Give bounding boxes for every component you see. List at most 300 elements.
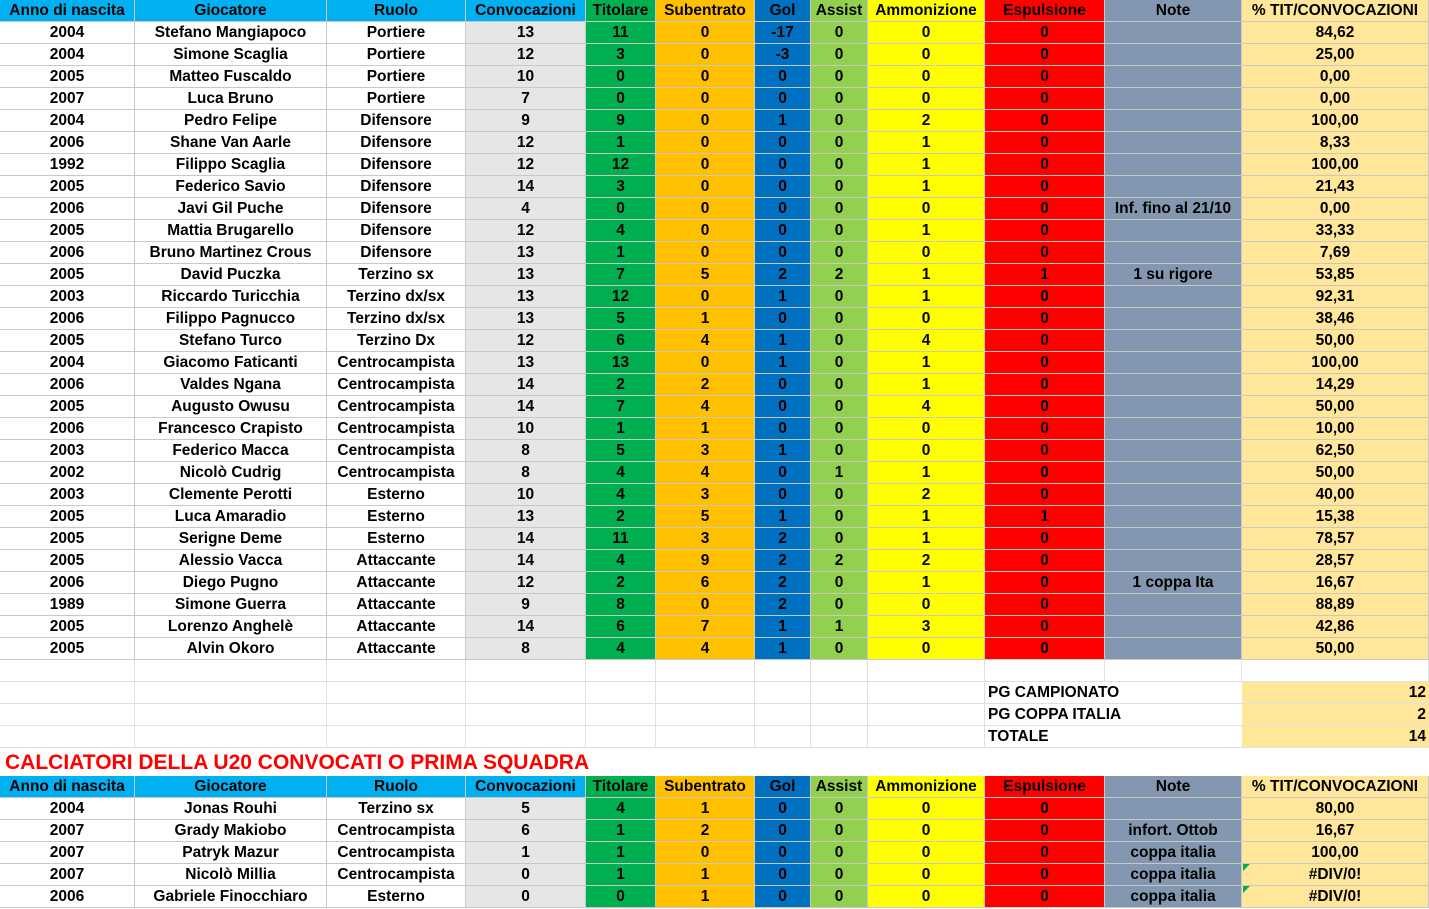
cell-starter-pct[interactable]: 78,57: [1242, 528, 1429, 550]
u20-cell-assists[interactable]: 0: [811, 886, 868, 908]
cell-notes[interactable]: [1105, 132, 1242, 154]
cell-notes[interactable]: [1105, 374, 1242, 396]
empty-cell[interactable]: [755, 660, 811, 682]
cell-substitute[interactable]: 0: [656, 594, 755, 616]
cell-substitute[interactable]: 4: [656, 396, 755, 418]
header-substitute[interactable]: Subentrato: [656, 0, 755, 22]
cell-starter-pct[interactable]: 0,00: [1242, 198, 1429, 220]
cell-player[interactable]: Mattia Brugarello: [135, 220, 327, 242]
u20-header-starter-pct[interactable]: % TIT/CONVOCAZIONI: [1242, 776, 1429, 798]
cell-assists[interactable]: 0: [811, 242, 868, 264]
cell-call-ups[interactable]: 13: [466, 308, 586, 330]
cell-expulsions[interactable]: 0: [985, 132, 1105, 154]
cell-substitute[interactable]: 0: [656, 110, 755, 132]
cell-goals[interactable]: 0: [755, 154, 811, 176]
cell-starter[interactable]: 1: [586, 418, 656, 440]
header-starter[interactable]: Titolare: [586, 0, 656, 22]
cell-bookings[interactable]: 1: [868, 264, 985, 286]
cell-notes[interactable]: [1105, 638, 1242, 660]
cell-goals[interactable]: 0: [755, 484, 811, 506]
empty-cell[interactable]: [811, 660, 868, 682]
empty-cell[interactable]: [586, 660, 656, 682]
empty-cell[interactable]: [868, 660, 985, 682]
u20-cell-notes[interactable]: coppa italia: [1105, 886, 1242, 908]
cell-assists[interactable]: 2: [811, 264, 868, 286]
u20-cell-role[interactable]: Centrocampista: [327, 842, 466, 864]
cell-bookings[interactable]: 1: [868, 374, 985, 396]
u20-cell-bookings[interactable]: 0: [868, 798, 985, 820]
u20-cell-bookings[interactable]: 0: [868, 820, 985, 842]
u20-cell-birth-year[interactable]: 2007: [0, 820, 135, 842]
cell-bookings[interactable]: 0: [868, 242, 985, 264]
cell-role[interactable]: Difensore: [327, 176, 466, 198]
u20-cell-substitute[interactable]: 1: [656, 864, 755, 886]
cell-substitute[interactable]: 0: [656, 176, 755, 198]
header-goals[interactable]: Gol: [755, 0, 811, 22]
cell-call-ups[interactable]: 9: [466, 594, 586, 616]
cell-call-ups[interactable]: 14: [466, 616, 586, 638]
cell-birth-year[interactable]: 2005: [0, 616, 135, 638]
empty-cell[interactable]: [0, 682, 135, 704]
cell-role[interactable]: Esterno: [327, 506, 466, 528]
cell-call-ups[interactable]: 13: [466, 352, 586, 374]
cell-substitute[interactable]: 3: [656, 484, 755, 506]
cell-call-ups[interactable]: 8: [466, 638, 586, 660]
cell-expulsions[interactable]: 0: [985, 308, 1105, 330]
cell-substitute[interactable]: 0: [656, 286, 755, 308]
u20-cell-expulsions[interactable]: 0: [985, 886, 1105, 908]
cell-player[interactable]: Giacomo Faticanti: [135, 352, 327, 374]
cell-substitute[interactable]: 9: [656, 550, 755, 572]
cell-assists[interactable]: 2: [811, 550, 868, 572]
cell-starter[interactable]: 6: [586, 616, 656, 638]
cell-player[interactable]: Serigne Deme: [135, 528, 327, 550]
cell-starter[interactable]: 3: [586, 176, 656, 198]
cell-starter[interactable]: 11: [586, 22, 656, 44]
cell-notes[interactable]: [1105, 462, 1242, 484]
cell-starter-pct[interactable]: 14,29: [1242, 374, 1429, 396]
cell-assists[interactable]: 0: [811, 154, 868, 176]
cell-substitute[interactable]: 0: [656, 220, 755, 242]
cell-starter-pct[interactable]: 53,85: [1242, 264, 1429, 286]
empty-cell[interactable]: [135, 726, 327, 748]
u20-cell-call-ups[interactable]: 0: [466, 864, 586, 886]
cell-bookings[interactable]: 1: [868, 528, 985, 550]
cell-starter-pct[interactable]: 10,00: [1242, 418, 1429, 440]
cell-bookings[interactable]: 4: [868, 330, 985, 352]
cell-role[interactable]: Difensore: [327, 110, 466, 132]
cell-role[interactable]: Esterno: [327, 528, 466, 550]
empty-cell[interactable]: [466, 704, 586, 726]
cell-expulsions[interactable]: 0: [985, 440, 1105, 462]
empty-cell[interactable]: [327, 726, 466, 748]
cell-bookings[interactable]: 0: [868, 22, 985, 44]
cell-role[interactable]: Terzino Dx: [327, 330, 466, 352]
cell-expulsions[interactable]: 0: [985, 462, 1105, 484]
cell-substitute[interactable]: 0: [656, 242, 755, 264]
cell-starter-pct[interactable]: 42,86: [1242, 616, 1429, 638]
cell-birth-year[interactable]: 2005: [0, 638, 135, 660]
cell-substitute[interactable]: 4: [656, 638, 755, 660]
u20-cell-bookings[interactable]: 0: [868, 842, 985, 864]
cell-substitute[interactable]: 7: [656, 616, 755, 638]
u20-cell-starter[interactable]: 0: [586, 886, 656, 908]
cell-notes[interactable]: [1105, 242, 1242, 264]
cell-bookings[interactable]: 0: [868, 418, 985, 440]
cell-starter-pct[interactable]: 28,57: [1242, 550, 1429, 572]
u20-cell-goals[interactable]: 0: [755, 820, 811, 842]
u20-cell-call-ups[interactable]: 1: [466, 842, 586, 864]
cell-substitute[interactable]: 0: [656, 132, 755, 154]
cell-starter-pct[interactable]: 92,31: [1242, 286, 1429, 308]
cell-starter[interactable]: 9: [586, 110, 656, 132]
u20-header-starter[interactable]: Titolare: [586, 776, 656, 798]
cell-assists[interactable]: 0: [811, 506, 868, 528]
empty-cell[interactable]: [811, 704, 868, 726]
empty-cell[interactable]: [868, 704, 985, 726]
cell-substitute[interactable]: 0: [656, 154, 755, 176]
cell-notes[interactable]: [1105, 308, 1242, 330]
empty-cell[interactable]: [586, 704, 656, 726]
cell-starter[interactable]: 12: [586, 154, 656, 176]
summary-label[interactable]: PG COPPA ITALIA: [985, 704, 1242, 726]
header-call-ups[interactable]: Convocazioni: [466, 0, 586, 22]
cell-starter[interactable]: 4: [586, 638, 656, 660]
cell-notes[interactable]: [1105, 66, 1242, 88]
u20-cell-assists[interactable]: 0: [811, 842, 868, 864]
cell-notes[interactable]: [1105, 330, 1242, 352]
cell-substitute[interactable]: 0: [656, 66, 755, 88]
cell-expulsions[interactable]: 0: [985, 638, 1105, 660]
cell-role[interactable]: Attaccante: [327, 638, 466, 660]
cell-goals[interactable]: 0: [755, 308, 811, 330]
cell-expulsions[interactable]: 0: [985, 396, 1105, 418]
u20-cell-birth-year[interactable]: 2007: [0, 864, 135, 886]
cell-starter[interactable]: 1: [586, 242, 656, 264]
cell-goals[interactable]: 0: [755, 242, 811, 264]
header-birth-year[interactable]: Anno di nascita: [0, 0, 135, 22]
cell-expulsions[interactable]: 1: [985, 506, 1105, 528]
cell-notes[interactable]: [1105, 286, 1242, 308]
header-bookings[interactable]: Ammonizione: [868, 0, 985, 22]
empty-cell[interactable]: [656, 726, 755, 748]
header-player[interactable]: Giocatore: [135, 0, 327, 22]
cell-player[interactable]: Riccardo Turicchia: [135, 286, 327, 308]
empty-cell[interactable]: [586, 682, 656, 704]
cell-bookings[interactable]: 2: [868, 484, 985, 506]
empty-cell[interactable]: [985, 660, 1105, 682]
cell-role[interactable]: Centrocampista: [327, 440, 466, 462]
cell-player[interactable]: Luca Amaradio: [135, 506, 327, 528]
cell-expulsions[interactable]: 0: [985, 330, 1105, 352]
cell-call-ups[interactable]: 12: [466, 220, 586, 242]
cell-player[interactable]: Augusto Owusu: [135, 396, 327, 418]
cell-expulsions[interactable]: 0: [985, 22, 1105, 44]
u20-cell-starter-pct[interactable]: 16,67: [1242, 820, 1429, 842]
cell-starter[interactable]: 6: [586, 330, 656, 352]
cell-starter[interactable]: 4: [586, 462, 656, 484]
cell-notes[interactable]: [1105, 440, 1242, 462]
u20-cell-substitute[interactable]: 2: [656, 820, 755, 842]
cell-role[interactable]: Centrocampista: [327, 462, 466, 484]
cell-birth-year[interactable]: 2004: [0, 22, 135, 44]
cell-substitute[interactable]: 0: [656, 198, 755, 220]
cell-call-ups[interactable]: 13: [466, 264, 586, 286]
cell-goals[interactable]: 1: [755, 352, 811, 374]
cell-bookings[interactable]: 2: [868, 550, 985, 572]
cell-notes[interactable]: [1105, 154, 1242, 176]
u20-cell-player[interactable]: Gabriele Finocchiaro: [135, 886, 327, 908]
cell-player[interactable]: Stefano Mangiapoco: [135, 22, 327, 44]
empty-cell[interactable]: [586, 726, 656, 748]
cell-role[interactable]: Esterno: [327, 484, 466, 506]
cell-player[interactable]: Simone Scaglia: [135, 44, 327, 66]
u20-cell-player[interactable]: Grady Makiobo: [135, 820, 327, 842]
cell-notes[interactable]: [1105, 594, 1242, 616]
cell-starter-pct[interactable]: 38,46: [1242, 308, 1429, 330]
cell-role[interactable]: Centrocampista: [327, 418, 466, 440]
cell-call-ups[interactable]: 14: [466, 396, 586, 418]
cell-notes[interactable]: [1105, 550, 1242, 572]
cell-role[interactable]: Portiere: [327, 22, 466, 44]
cell-call-ups[interactable]: 9: [466, 110, 586, 132]
cell-call-ups[interactable]: 7: [466, 88, 586, 110]
cell-call-ups[interactable]: 14: [466, 550, 586, 572]
u20-cell-starter[interactable]: 4: [586, 798, 656, 820]
cell-player[interactable]: Valdes Ngana: [135, 374, 327, 396]
cell-substitute[interactable]: 0: [656, 44, 755, 66]
cell-starter-pct[interactable]: 84,62: [1242, 22, 1429, 44]
cell-starter[interactable]: 4: [586, 220, 656, 242]
cell-starter-pct[interactable]: 33,33: [1242, 220, 1429, 242]
cell-expulsions[interactable]: 0: [985, 572, 1105, 594]
cell-call-ups[interactable]: 10: [466, 484, 586, 506]
cell-role[interactable]: Centrocampista: [327, 396, 466, 418]
cell-bookings[interactable]: 0: [868, 88, 985, 110]
cell-call-ups[interactable]: 13: [466, 242, 586, 264]
cell-role[interactable]: Terzino dx/sx: [327, 308, 466, 330]
u20-header-expulsions[interactable]: Espulsione: [985, 776, 1105, 798]
empty-cell[interactable]: [327, 682, 466, 704]
summary-value[interactable]: 2: [1242, 704, 1429, 726]
cell-call-ups[interactable]: 8: [466, 440, 586, 462]
cell-substitute[interactable]: 3: [656, 528, 755, 550]
u20-header-notes[interactable]: Note: [1105, 776, 1242, 798]
empty-cell[interactable]: [656, 660, 755, 682]
cell-bookings[interactable]: 3: [868, 616, 985, 638]
cell-expulsions[interactable]: 1: [985, 264, 1105, 286]
empty-cell[interactable]: [135, 682, 327, 704]
cell-role[interactable]: Terzino dx/sx: [327, 286, 466, 308]
cell-player[interactable]: Javi Gil Puche: [135, 198, 327, 220]
u20-cell-expulsions[interactable]: 0: [985, 798, 1105, 820]
cell-starter[interactable]: 2: [586, 374, 656, 396]
cell-expulsions[interactable]: 0: [985, 484, 1105, 506]
cell-starter[interactable]: 0: [586, 66, 656, 88]
cell-call-ups[interactable]: 10: [466, 418, 586, 440]
u20-cell-expulsions[interactable]: 0: [985, 864, 1105, 886]
cell-substitute[interactable]: 0: [656, 22, 755, 44]
cell-starter[interactable]: 8: [586, 594, 656, 616]
cell-substitute[interactable]: 5: [656, 264, 755, 286]
empty-cell[interactable]: [755, 726, 811, 748]
u20-cell-bookings[interactable]: 0: [868, 864, 985, 886]
cell-role[interactable]: Difensore: [327, 198, 466, 220]
cell-bookings[interactable]: 0: [868, 440, 985, 462]
cell-bookings[interactable]: 1: [868, 154, 985, 176]
cell-goals[interactable]: 0: [755, 66, 811, 88]
cell-starter[interactable]: 7: [586, 264, 656, 286]
cell-role[interactable]: Difensore: [327, 132, 466, 154]
cell-starter-pct[interactable]: 100,00: [1242, 110, 1429, 132]
cell-starter-pct[interactable]: 21,43: [1242, 176, 1429, 198]
cell-expulsions[interactable]: 0: [985, 528, 1105, 550]
cell-birth-year[interactable]: 1989: [0, 594, 135, 616]
cell-assists[interactable]: 0: [811, 572, 868, 594]
cell-call-ups[interactable]: 8: [466, 462, 586, 484]
cell-assists[interactable]: 0: [811, 594, 868, 616]
cell-birth-year[interactable]: 2003: [0, 286, 135, 308]
cell-notes[interactable]: [1105, 528, 1242, 550]
cell-expulsions[interactable]: 0: [985, 242, 1105, 264]
cell-call-ups[interactable]: 13: [466, 286, 586, 308]
cell-bookings[interactable]: 1: [868, 572, 985, 594]
cell-expulsions[interactable]: 0: [985, 352, 1105, 374]
u20-header-assists[interactable]: Assist: [811, 776, 868, 798]
cell-starter-pct[interactable]: 0,00: [1242, 88, 1429, 110]
cell-notes[interactable]: [1105, 616, 1242, 638]
cell-starter[interactable]: 12: [586, 286, 656, 308]
cell-birth-year[interactable]: 2006: [0, 198, 135, 220]
u20-cell-role[interactable]: Centrocampista: [327, 820, 466, 842]
cell-role[interactable]: Terzino sx: [327, 264, 466, 286]
empty-cell[interactable]: [868, 682, 985, 704]
u20-cell-notes[interactable]: [1105, 798, 1242, 820]
header-expulsions[interactable]: Espulsione: [985, 0, 1105, 22]
empty-cell[interactable]: [135, 660, 327, 682]
cell-goals[interactable]: 2: [755, 550, 811, 572]
cell-birth-year[interactable]: 2005: [0, 220, 135, 242]
empty-cell[interactable]: [811, 682, 868, 704]
u20-cell-player[interactable]: Nicolò Millia: [135, 864, 327, 886]
cell-player[interactable]: Simone Guerra: [135, 594, 327, 616]
cell-assists[interactable]: 0: [811, 286, 868, 308]
u20-cell-starter-pct[interactable]: #DIV/0!: [1242, 864, 1429, 886]
cell-substitute[interactable]: 1: [656, 418, 755, 440]
cell-goals[interactable]: 1: [755, 638, 811, 660]
u20-header-player[interactable]: Giocatore: [135, 776, 327, 798]
cell-assists[interactable]: 0: [811, 418, 868, 440]
cell-role[interactable]: Portiere: [327, 44, 466, 66]
cell-birth-year[interactable]: 2007: [0, 88, 135, 110]
cell-call-ups[interactable]: 4: [466, 198, 586, 220]
cell-goals[interactable]: 1: [755, 330, 811, 352]
empty-cell[interactable]: [656, 704, 755, 726]
u20-cell-bookings[interactable]: 0: [868, 886, 985, 908]
cell-player[interactable]: Luca Bruno: [135, 88, 327, 110]
cell-assists[interactable]: 1: [811, 616, 868, 638]
cell-player[interactable]: Filippo Pagnucco: [135, 308, 327, 330]
cell-starter-pct[interactable]: 50,00: [1242, 638, 1429, 660]
cell-notes[interactable]: [1105, 396, 1242, 418]
cell-notes[interactable]: [1105, 418, 1242, 440]
cell-role[interactable]: Centrocampista: [327, 352, 466, 374]
cell-starter[interactable]: 5: [586, 308, 656, 330]
cell-bookings[interactable]: 1: [868, 462, 985, 484]
cell-expulsions[interactable]: 0: [985, 286, 1105, 308]
cell-bookings[interactable]: 1: [868, 286, 985, 308]
cell-starter-pct[interactable]: 8,33: [1242, 132, 1429, 154]
u20-header-call-ups[interactable]: Convocazioni: [466, 776, 586, 798]
cell-goals[interactable]: 1: [755, 286, 811, 308]
u20-cell-player[interactable]: Patryk Mazur: [135, 842, 327, 864]
cell-goals[interactable]: 1: [755, 616, 811, 638]
u20-cell-birth-year[interactable]: 2007: [0, 842, 135, 864]
summary-label[interactable]: PG CAMPIONATO: [985, 682, 1242, 704]
cell-goals[interactable]: 2: [755, 264, 811, 286]
u20-cell-expulsions[interactable]: 0: [985, 842, 1105, 864]
cell-birth-year[interactable]: 2004: [0, 44, 135, 66]
cell-starter-pct[interactable]: 50,00: [1242, 396, 1429, 418]
header-notes[interactable]: Note: [1105, 0, 1242, 22]
cell-player[interactable]: Lorenzo Anghelè: [135, 616, 327, 638]
cell-birth-year[interactable]: 2006: [0, 374, 135, 396]
cell-player[interactable]: David Puczka: [135, 264, 327, 286]
cell-notes[interactable]: [1105, 220, 1242, 242]
cell-expulsions[interactable]: 0: [985, 176, 1105, 198]
cell-substitute[interactable]: 4: [656, 330, 755, 352]
cell-player[interactable]: Federico Macca: [135, 440, 327, 462]
cell-assists[interactable]: 0: [811, 176, 868, 198]
empty-cell[interactable]: [327, 704, 466, 726]
cell-bookings[interactable]: 1: [868, 506, 985, 528]
u20-header-substitute[interactable]: Subentrato: [656, 776, 755, 798]
empty-cell[interactable]: [135, 704, 327, 726]
cell-player[interactable]: Federico Savio: [135, 176, 327, 198]
cell-starter[interactable]: 4: [586, 484, 656, 506]
cell-call-ups[interactable]: 10: [466, 66, 586, 88]
cell-notes[interactable]: [1105, 352, 1242, 374]
cell-assists[interactable]: 0: [811, 638, 868, 660]
cell-call-ups[interactable]: 14: [466, 374, 586, 396]
cell-assists[interactable]: 0: [811, 110, 868, 132]
cell-call-ups[interactable]: 12: [466, 154, 586, 176]
empty-cell[interactable]: [466, 682, 586, 704]
cell-substitute[interactable]: 4: [656, 462, 755, 484]
cell-birth-year[interactable]: 2005: [0, 264, 135, 286]
empty-cell[interactable]: [656, 682, 755, 704]
u20-cell-starter-pct[interactable]: 80,00: [1242, 798, 1429, 820]
cell-starter[interactable]: 11: [586, 528, 656, 550]
cell-call-ups[interactable]: 12: [466, 132, 586, 154]
cell-birth-year[interactable]: 2005: [0, 506, 135, 528]
cell-bookings[interactable]: 0: [868, 198, 985, 220]
u20-header-bookings[interactable]: Ammonizione: [868, 776, 985, 798]
cell-expulsions[interactable]: 0: [985, 594, 1105, 616]
cell-assists[interactable]: 0: [811, 132, 868, 154]
cell-expulsions[interactable]: 0: [985, 616, 1105, 638]
cell-role[interactable]: Attaccante: [327, 616, 466, 638]
cell-player[interactable]: Bruno Martinez Crous: [135, 242, 327, 264]
cell-goals[interactable]: 2: [755, 528, 811, 550]
u20-cell-goals[interactable]: 0: [755, 886, 811, 908]
cell-goals[interactable]: 0: [755, 374, 811, 396]
cell-assists[interactable]: 1: [811, 462, 868, 484]
cell-starter-pct[interactable]: 7,69: [1242, 242, 1429, 264]
u20-cell-goals[interactable]: 0: [755, 842, 811, 864]
cell-assists[interactable]: 0: [811, 528, 868, 550]
cell-birth-year[interactable]: 2005: [0, 550, 135, 572]
